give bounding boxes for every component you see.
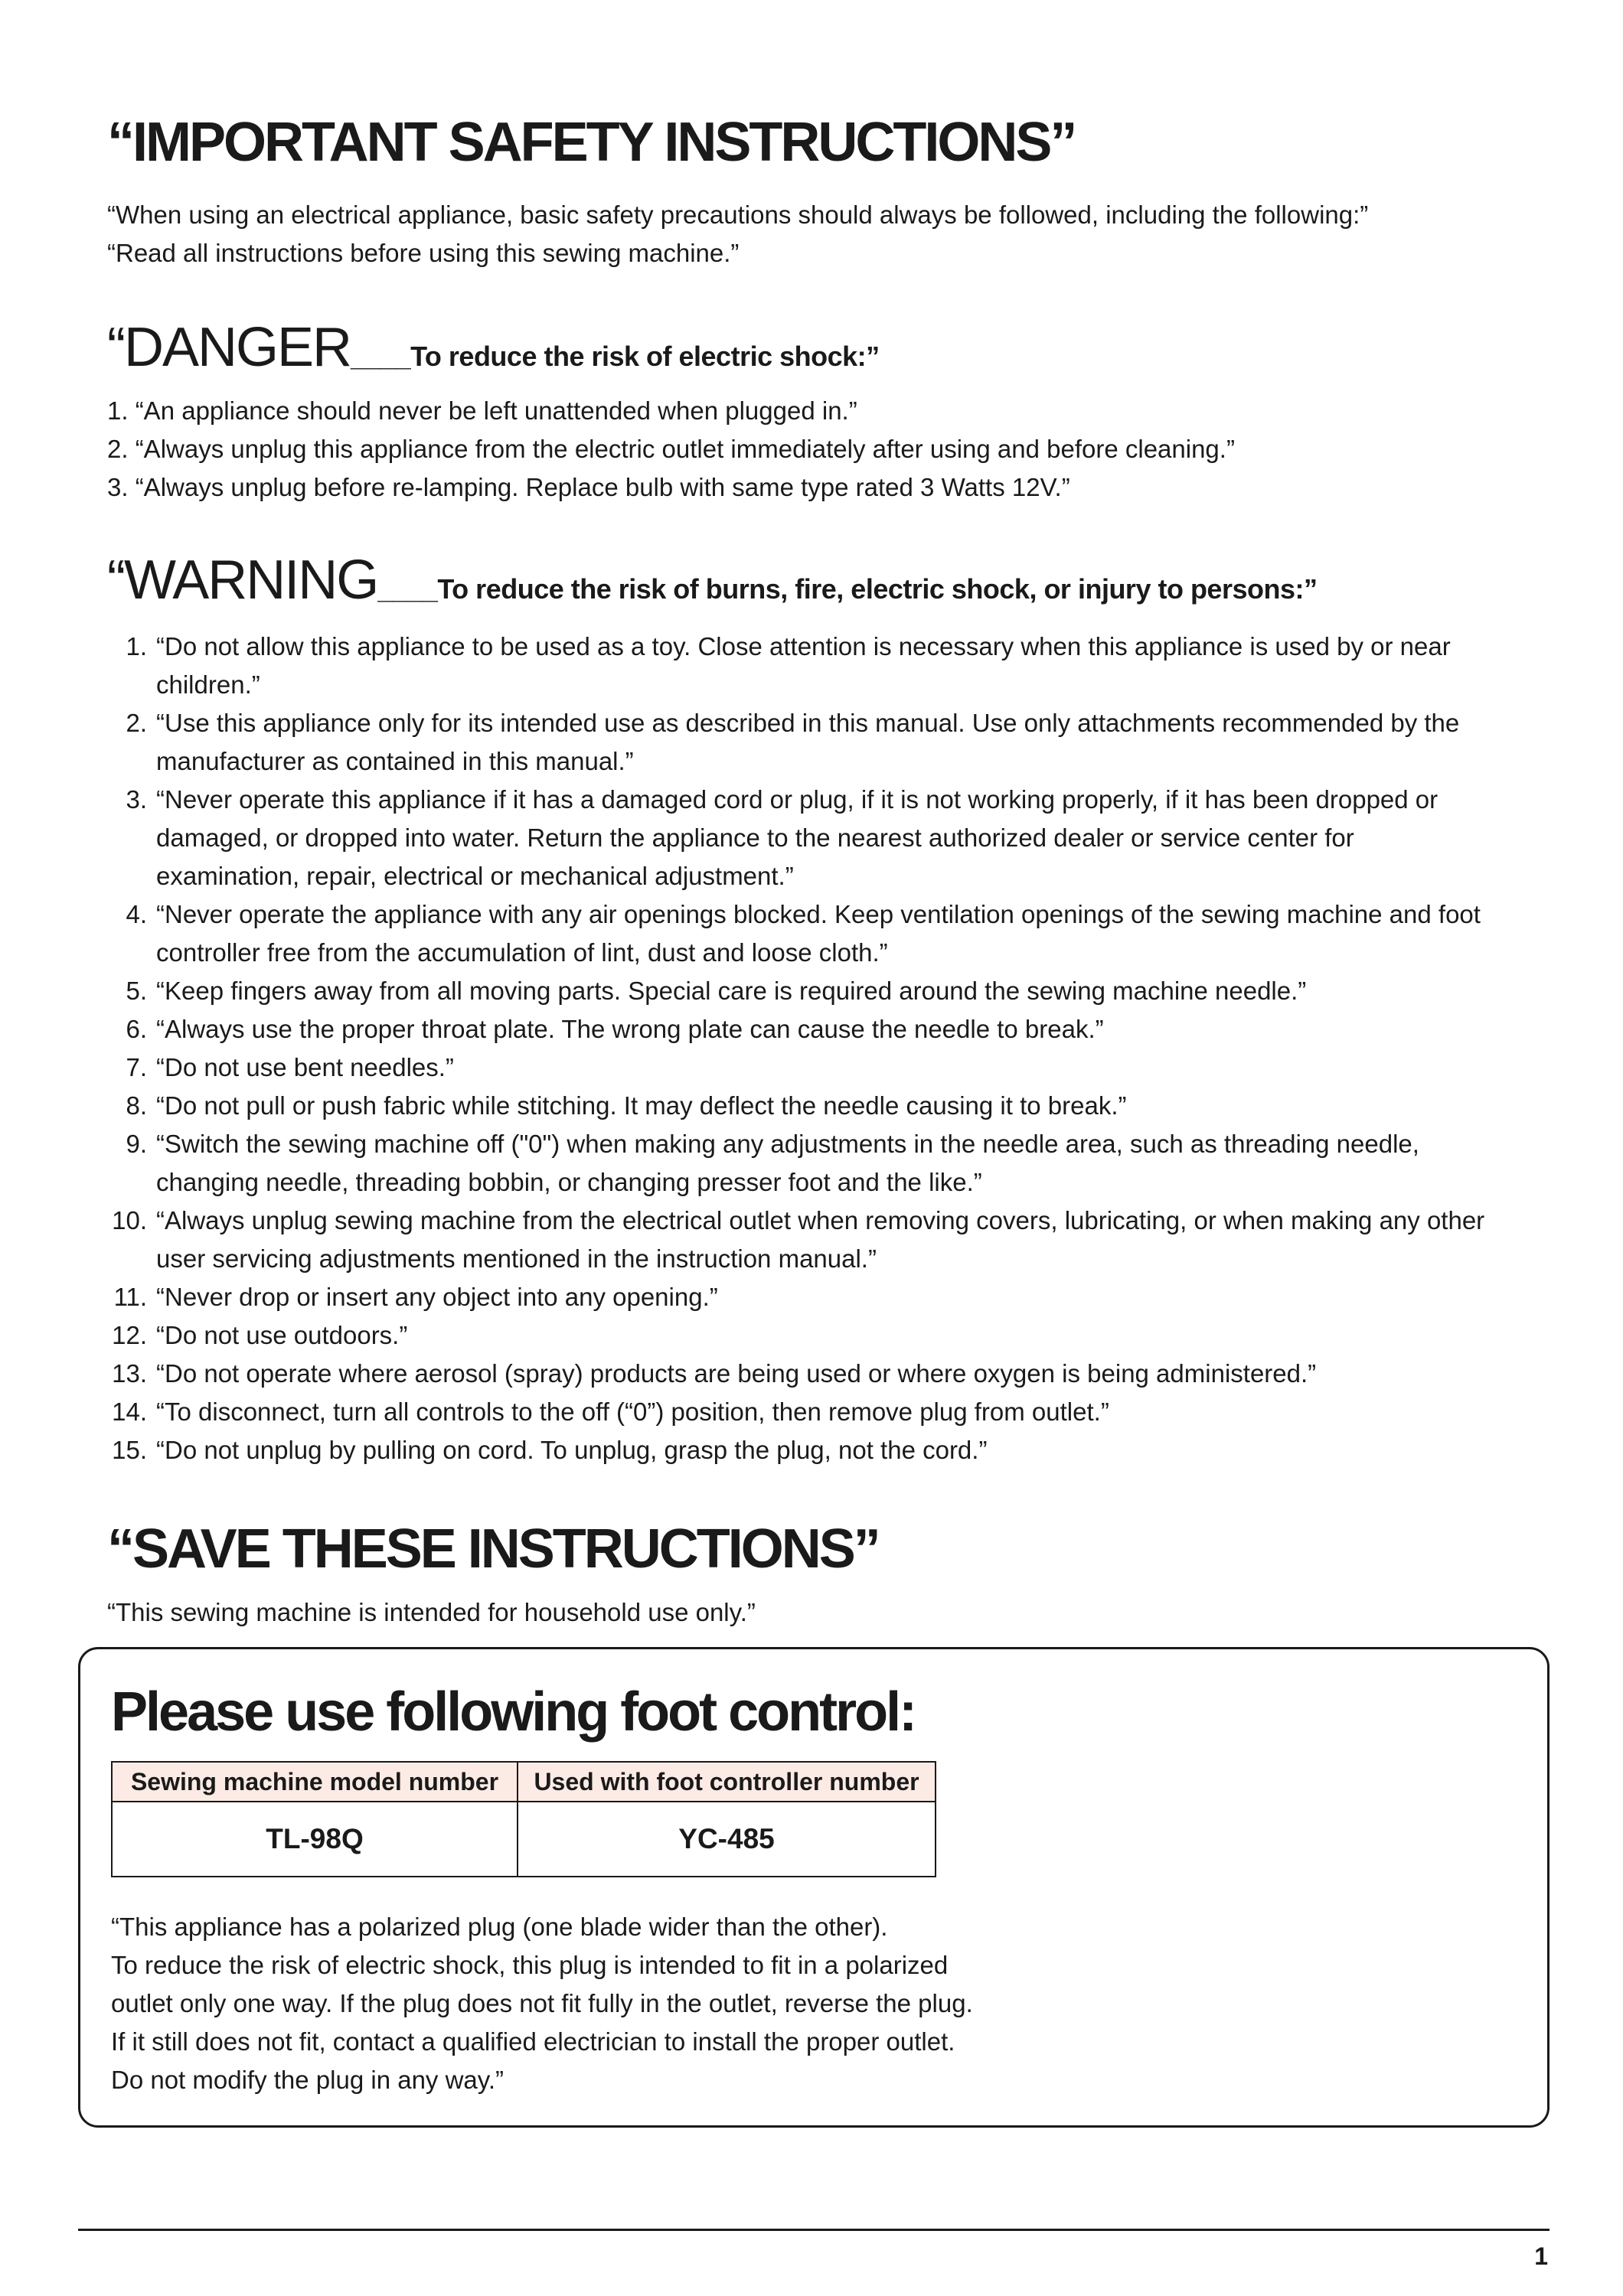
item-number: 2. [126,709,147,737]
item-number: 10. [112,1206,147,1234]
item-text: “Do not use bent needles.” [156,1053,454,1081]
item-number: 14. [112,1397,147,1426]
item-text: “Never drop or insert any object into any opening.” [156,1283,718,1311]
danger-heading [107,317,880,378]
item-text: “Never operate this appliance if it has a damaged cord or plug, if it is not working properly, if it has been dropped or damaged, or dropped into water. Return the appliance to the nearest authorized dealer or service center for examination, repair, electrical or mechanical adjustment.” [156,785,1438,890]
list-item [107,781,1501,895]
danger-heading-label: “DANGER [107,317,351,378]
list-item [107,1278,1501,1316]
item-number: 8. [126,1091,147,1120]
item-number: 5. [126,977,147,1005]
plug-note-line: “This appliance has a polarized plug (one blade wider than the other). [111,1913,888,1941]
list-item [107,1355,1501,1393]
item-number: 9. [126,1130,147,1158]
item-text: “Use this appliance only for its intended use as described in this manual. Use only attachments recommended by the manufacturer as contained in this manual.” [156,709,1460,775]
item-text: “Always unplug sewing machine from the electrical outlet when removing covers, lubricating, or when making any other user servicing adjustments mentioned in the instruction manual.” [156,1206,1485,1273]
list-item [107,1049,1501,1087]
controller-number-cell: YC-485 [518,1802,936,1877]
list-item [107,1202,1501,1278]
item-number: 12. [112,1321,147,1349]
list-item [107,628,1501,704]
item-text: “Do not unplug by pulling on cord. To unplug, grasp the plug, not the cord.” [156,1436,988,1464]
footer-divider [78,2229,1550,2231]
save-heading: “SAVE THESE INSTRUCTIONS” [107,1518,879,1580]
list-item [107,895,1501,972]
warning-subheading: ____To reduce the risk of burns, fire, electric shock, or injury to persons:” [377,573,1318,605]
list-item [107,1010,1501,1049]
list-item [107,1316,1501,1355]
list-item [107,1431,1501,1469]
item-text: “Always use the proper throat plate. The wrong plate can cause the needle to break.” [156,1015,1104,1043]
warning-list [107,628,1501,1469]
list-item: 1. “An appliance should never be left unattended when plugged in.” [107,396,857,425]
item-text: “Never operate the appliance with any air openings blocked. Keep ventilation openings of the sewing machine and foot controller free from the accumulation of lint, dust and loose cloth.” [156,900,1481,967]
item-text: “Keep fingers away from all moving parts. Special care is required around the sewing machine needle.” [156,977,1307,1005]
list-item: 2. “Always unplug this appliance from the electric outlet immediately after using and before cleaning.” [107,435,1235,463]
item-number: 13. [112,1359,147,1388]
item-text: “Do not allow this appliance to be used as a toy. Close attention is necessary when this appliance is used by or near children.” [156,632,1451,699]
page-title: “IMPORTANT SAFETY INSTRUCTIONS” [107,112,1076,173]
intro-text [107,196,1562,272]
item-number: 3. [126,785,147,814]
item-number: 7. [126,1053,147,1081]
model-number-cell: TL-98Q [112,1802,518,1877]
warning-heading-label: “WARNING [107,550,378,611]
column-header-controller: Used with foot controller number [518,1762,936,1802]
list-item [107,972,1501,1010]
foot-control-table [111,1761,936,1877]
intro-line: “When using an electrical appliance, basic safety precautions should always be followed, including the following:” [107,201,1369,229]
table-row [112,1802,936,1877]
item-text: “Switch the sewing machine off ("0") when making any adjustments in the needle area, such as threading needle, changing needle, threading bobbin, or changing presser foot and the like.” [156,1130,1419,1196]
page-number: 1 [1534,2242,1548,2270]
danger-subheading: ____To reduce the risk of electric shock:” [351,341,880,372]
intro-line: “Read all instructions before using this sewing machine.” [107,239,740,267]
item-number: 11. [113,1283,147,1311]
item-number: 4. [126,900,147,928]
plug-note-line: outlet only one way. If the plug does not fit fully in the outlet, reverse the plug. [111,1989,973,2017]
plug-note-line: If it still does not fit, contact a qualified electrician to install the proper outlet. [111,2027,955,2056]
list-item [107,1125,1501,1202]
danger-list [107,392,1546,507]
save-note: “This sewing machine is intended for household use only.” [107,1598,756,1626]
plug-note-line: Do not modify the plug in any way.” [111,2066,504,2094]
list-item [107,704,1501,781]
polarized-plug-note [111,1908,973,2099]
item-text: “Do not use outdoors.” [156,1321,408,1349]
item-number: 15. [112,1436,147,1464]
item-number: 1. [126,632,147,660]
foot-control-title: Please use following foot control: [111,1681,916,1743]
list-item [107,1087,1501,1125]
list-item [107,1393,1501,1431]
item-text: “Do not pull or push fabric while stitching. It may deflect the needle causing it to break.” [156,1091,1127,1120]
column-header-model: Sewing machine model number [112,1762,518,1802]
foot-control-box [78,1647,1550,2128]
warning-heading [107,550,1318,611]
table-header-row [112,1762,936,1802]
item-number: 6. [126,1015,147,1043]
list-item: 3. “Always unplug before re-lamping. Replace bulb with same type rated 3 Watts 12V.” [107,473,1070,501]
item-text: “To disconnect, turn all controls to the off (“0”) position, then remove plug from outlet.” [156,1397,1109,1426]
item-text: “Do not operate where aerosol (spray) products are being used or where oxygen is being administered.” [156,1359,1317,1388]
plug-note-line: To reduce the risk of electric shock, this plug is intended to fit in a polarized [111,1951,949,1979]
